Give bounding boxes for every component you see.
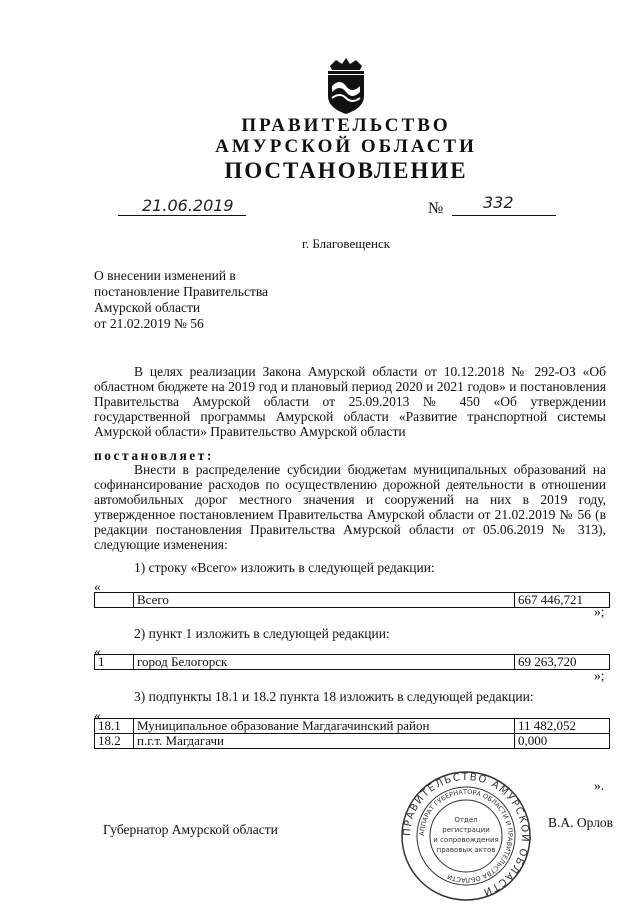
document-date: 21.06.2019 bbox=[142, 196, 234, 215]
row-number: 18.2 bbox=[95, 734, 134, 749]
row-value: 69 263,720 bbox=[515, 655, 610, 670]
subject-line: постановление Правительства bbox=[94, 284, 269, 299]
open-quote: « bbox=[94, 644, 101, 659]
row-name: п.г.т. Магдагачи bbox=[134, 734, 515, 749]
body-text: Внести в распределение субсидии бюджетам муниципальных образований на софинансирование расходов по осуществлению дорожной деятельности в отношении автомобильных дорог местного значения и сооружений на них в 2019 году, утвержденное постановлением Правительства Амурской области от 21.02.2019 № 56 (в редакции постановления Правительства Амурской области от 05.06.2019 № 313), следующие изменения: bbox=[94, 462, 606, 552]
resolves-word: постановляет: bbox=[94, 448, 214, 463]
number-underline bbox=[452, 215, 556, 216]
date-underline bbox=[118, 215, 246, 216]
signatory-name: В.А. Орлов bbox=[548, 815, 614, 830]
number-sign: № bbox=[428, 200, 444, 217]
table-row bbox=[95, 593, 610, 608]
open-quote: « bbox=[94, 708, 101, 723]
close-quote: »; bbox=[594, 604, 605, 619]
government-heading: ПРАВИТЕЛЬСТВО bbox=[241, 115, 451, 136]
subject-line: Амурской области bbox=[94, 300, 201, 315]
svg-text:правовых актов: правовых актов bbox=[436, 846, 496, 854]
open-quote: « bbox=[94, 579, 101, 594]
document-number: 332 bbox=[483, 193, 514, 212]
item-1-text: 1) строку «Всего» изложить в следующей редакции: bbox=[134, 560, 435, 575]
table-item-1 bbox=[94, 592, 610, 608]
row-number: 1 bbox=[95, 655, 134, 670]
document-title: ПОСТАНОВЛЕНИЕ bbox=[224, 158, 468, 183]
preamble: В целях реализации Закона Амурской области от 10.12.2018 № 292-ОЗ «Об областном бюджете на 2019 год и плановый период 2020 и 2021 годов» и постановления Правительства Амурской области от 25.09.2013 № 450 «Об утверждении государственной программы Амурской области «Развитие транспортной системы Амурской области» Правительство Амурской области bbox=[94, 364, 606, 439]
region-heading: АМУРСКОЙ ОБЛАСТИ bbox=[215, 136, 477, 157]
table-row bbox=[95, 655, 610, 670]
city: г. Благовещенск bbox=[301, 236, 391, 251]
row-name: Всего bbox=[134, 593, 515, 608]
svg-text:Отдел: Отдел bbox=[454, 816, 478, 824]
table-row bbox=[95, 719, 610, 734]
official-stamp bbox=[400, 770, 532, 902]
close-quote: ». bbox=[594, 778, 605, 793]
svg-text:ПРАВИТЕЛЬСТВО АМУРСКОЙ ОБЛАСТИ: ПРАВИТЕЛЬСТВО АМУРСКОЙ ОБЛАСТИ bbox=[401, 771, 531, 898]
row-value: 667 446,721 bbox=[515, 593, 610, 608]
row-value: 0,000 bbox=[515, 734, 610, 749]
item-2-text: 2) пункт 1 изложить в следующей редакции: bbox=[134, 626, 390, 641]
row-value: 11 482,052 bbox=[515, 719, 610, 734]
subject-line: О внесении изменений в bbox=[94, 268, 236, 283]
row-number bbox=[95, 593, 134, 608]
svg-text:и сопровождения: и сопровождения bbox=[433, 836, 499, 844]
row-name: город Белогорск bbox=[134, 655, 515, 670]
close-quote: »; bbox=[594, 668, 605, 683]
row-name: Муниципальное образование Магдагачинский район bbox=[134, 719, 515, 734]
coat-of-arms-icon bbox=[322, 56, 370, 116]
table-row bbox=[95, 734, 610, 749]
svg-text:АППАРАТ ГУБЕРНАТОРА ОБЛАСТИ И: АППАРАТ ГУБЕРНАТОРА ОБЛАСТИ И ПРАВИТЕЛЬСТВА ОБЛАСТИ bbox=[417, 787, 515, 885]
item-3-text: 3) подпункты 18.1 и 18.2 пункта 18 изложить в следующей редакции: bbox=[134, 689, 534, 704]
table-item-2 bbox=[94, 654, 610, 670]
signatory-position: Губернатор Амурской области bbox=[103, 822, 278, 837]
table-item-3 bbox=[94, 718, 610, 749]
document-subject bbox=[94, 268, 354, 332]
row-number: 18.1 bbox=[95, 719, 134, 734]
svg-text:регистрации: регистрации bbox=[442, 826, 490, 834]
subject-line: от 21.02.2019 № 56 bbox=[94, 316, 204, 331]
